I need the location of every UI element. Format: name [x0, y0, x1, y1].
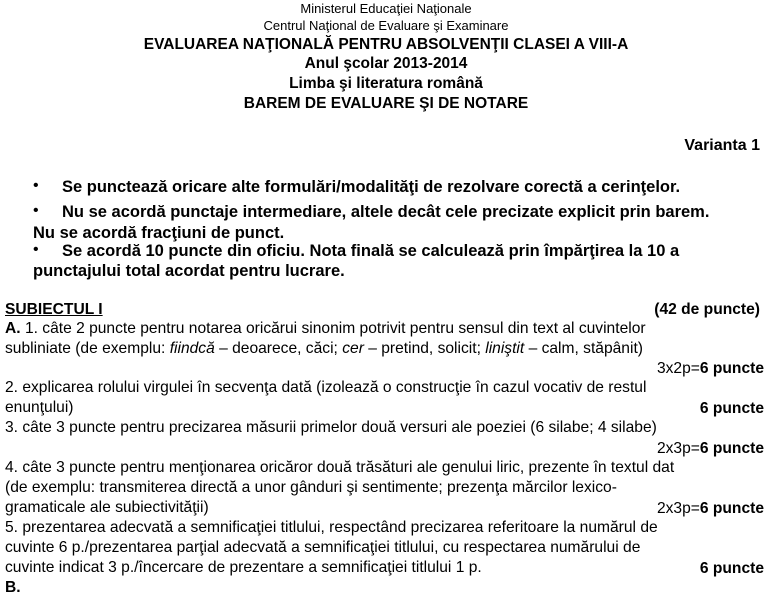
school-year: Anul şcolar 2013-2014 — [304, 55, 468, 72]
center-name: Centrul Naţional de Evaluare şi Examinare — [263, 18, 509, 33]
rule-2-cont: Nu se acordă fracţiuni de punct. — [33, 224, 285, 242]
rule-2: Nu se acordă punctaje intermediare, altele decât cele precizate explicit prin barem. — [62, 203, 710, 221]
item-4-line-3: gramaticale ale subiectivităţii) — [5, 499, 209, 516]
item-2-line-2: enunţului) — [5, 399, 74, 416]
item-1-line-2: subliniate (de exemplu: fiindcă – deoarece, căci; cer – pretind, solicit; liniştit – calm, stăpânit) — [5, 340, 643, 357]
item-2-line-1: 2. explicarea rolului virgulei în secvenţa dată (izolează o construcţie în cazul vocativ de restul — [5, 379, 647, 396]
rule-3: Se acordă 10 puncte din oficiu. Nota finală se calculează prin împărţirea la 10 a — [62, 242, 680, 260]
item-3-line-1: 3. câte 3 puncte pentru precizarea măsurii primelor două versuri ale poeziei (6 silabe; 4 silabe) — [5, 419, 657, 436]
item-2-score: 6 puncte — [699, 400, 764, 417]
rule-1: Se punctează oricare alte formulări/modalităţi de rezolvare corectă a cerinţelor. — [62, 178, 681, 196]
part-a-label: A. — [5, 320, 21, 337]
section-title: SUBIECTUL I — [5, 301, 103, 318]
bullet-icon: • — [33, 177, 39, 194]
item-1-score: 3x2p=6 puncte — [656, 360, 764, 377]
item-4-line-1: 4. câte 3 puncte pentru menţionarea oricăror două trăsături ale genului liric, prezente în textul dat — [5, 459, 675, 476]
section-points: (42 de puncte) — [654, 301, 760, 318]
document-title: BAREM DE EVALUARE ŞI DE NOTARE — [243, 95, 529, 112]
bullet-icon: • — [33, 202, 39, 219]
item-5-line-1: 5. prezentarea adecvată a semnificaţiei titlului, respectând precizarea referitoare la numărul de — [5, 519, 658, 536]
variant-label: Varianta 1 — [684, 137, 760, 154]
subject-name: Limba şi literatura română — [289, 75, 483, 92]
item-5-line-3: cuvinte indicat 3 p./încercare de prezentare a semnificaţiei titlului 1 p. — [5, 559, 482, 576]
rule-3-cont: punctajului total acordat pentru lucrare. — [33, 262, 345, 280]
ministry-name: Ministerul Educaţiei Naţionale — [300, 1, 472, 16]
part-b-label: B. — [5, 579, 21, 596]
exam-title: EVALUAREA NAŢIONALĂ PENTRU ABSOLVENŢII CLASEI A VIII-A — [143, 36, 629, 53]
item-5-score: 6 puncte — [699, 560, 764, 577]
item-4-score: 2x3p=6 puncte — [656, 500, 764, 517]
bullet-icon: • — [33, 241, 39, 258]
item-1-line-1: A. 1. câte 2 puncte pentru notarea oricărui sinonim potrivit pentru sensul din text al cuvintelor — [5, 320, 646, 337]
item-4-line-2: (de exemplu: transmiterea directă a unor gânduri şi sentimente; prezenţa mărcilor lexico- — [5, 479, 617, 496]
item-3-score: 2x3p=6 puncte — [656, 440, 764, 457]
item-5-line-2: cuvinte 6 p./prezentarea parţial adecvată a semnificaţiei titlului, cu respectarea numărului de — [5, 539, 641, 556]
